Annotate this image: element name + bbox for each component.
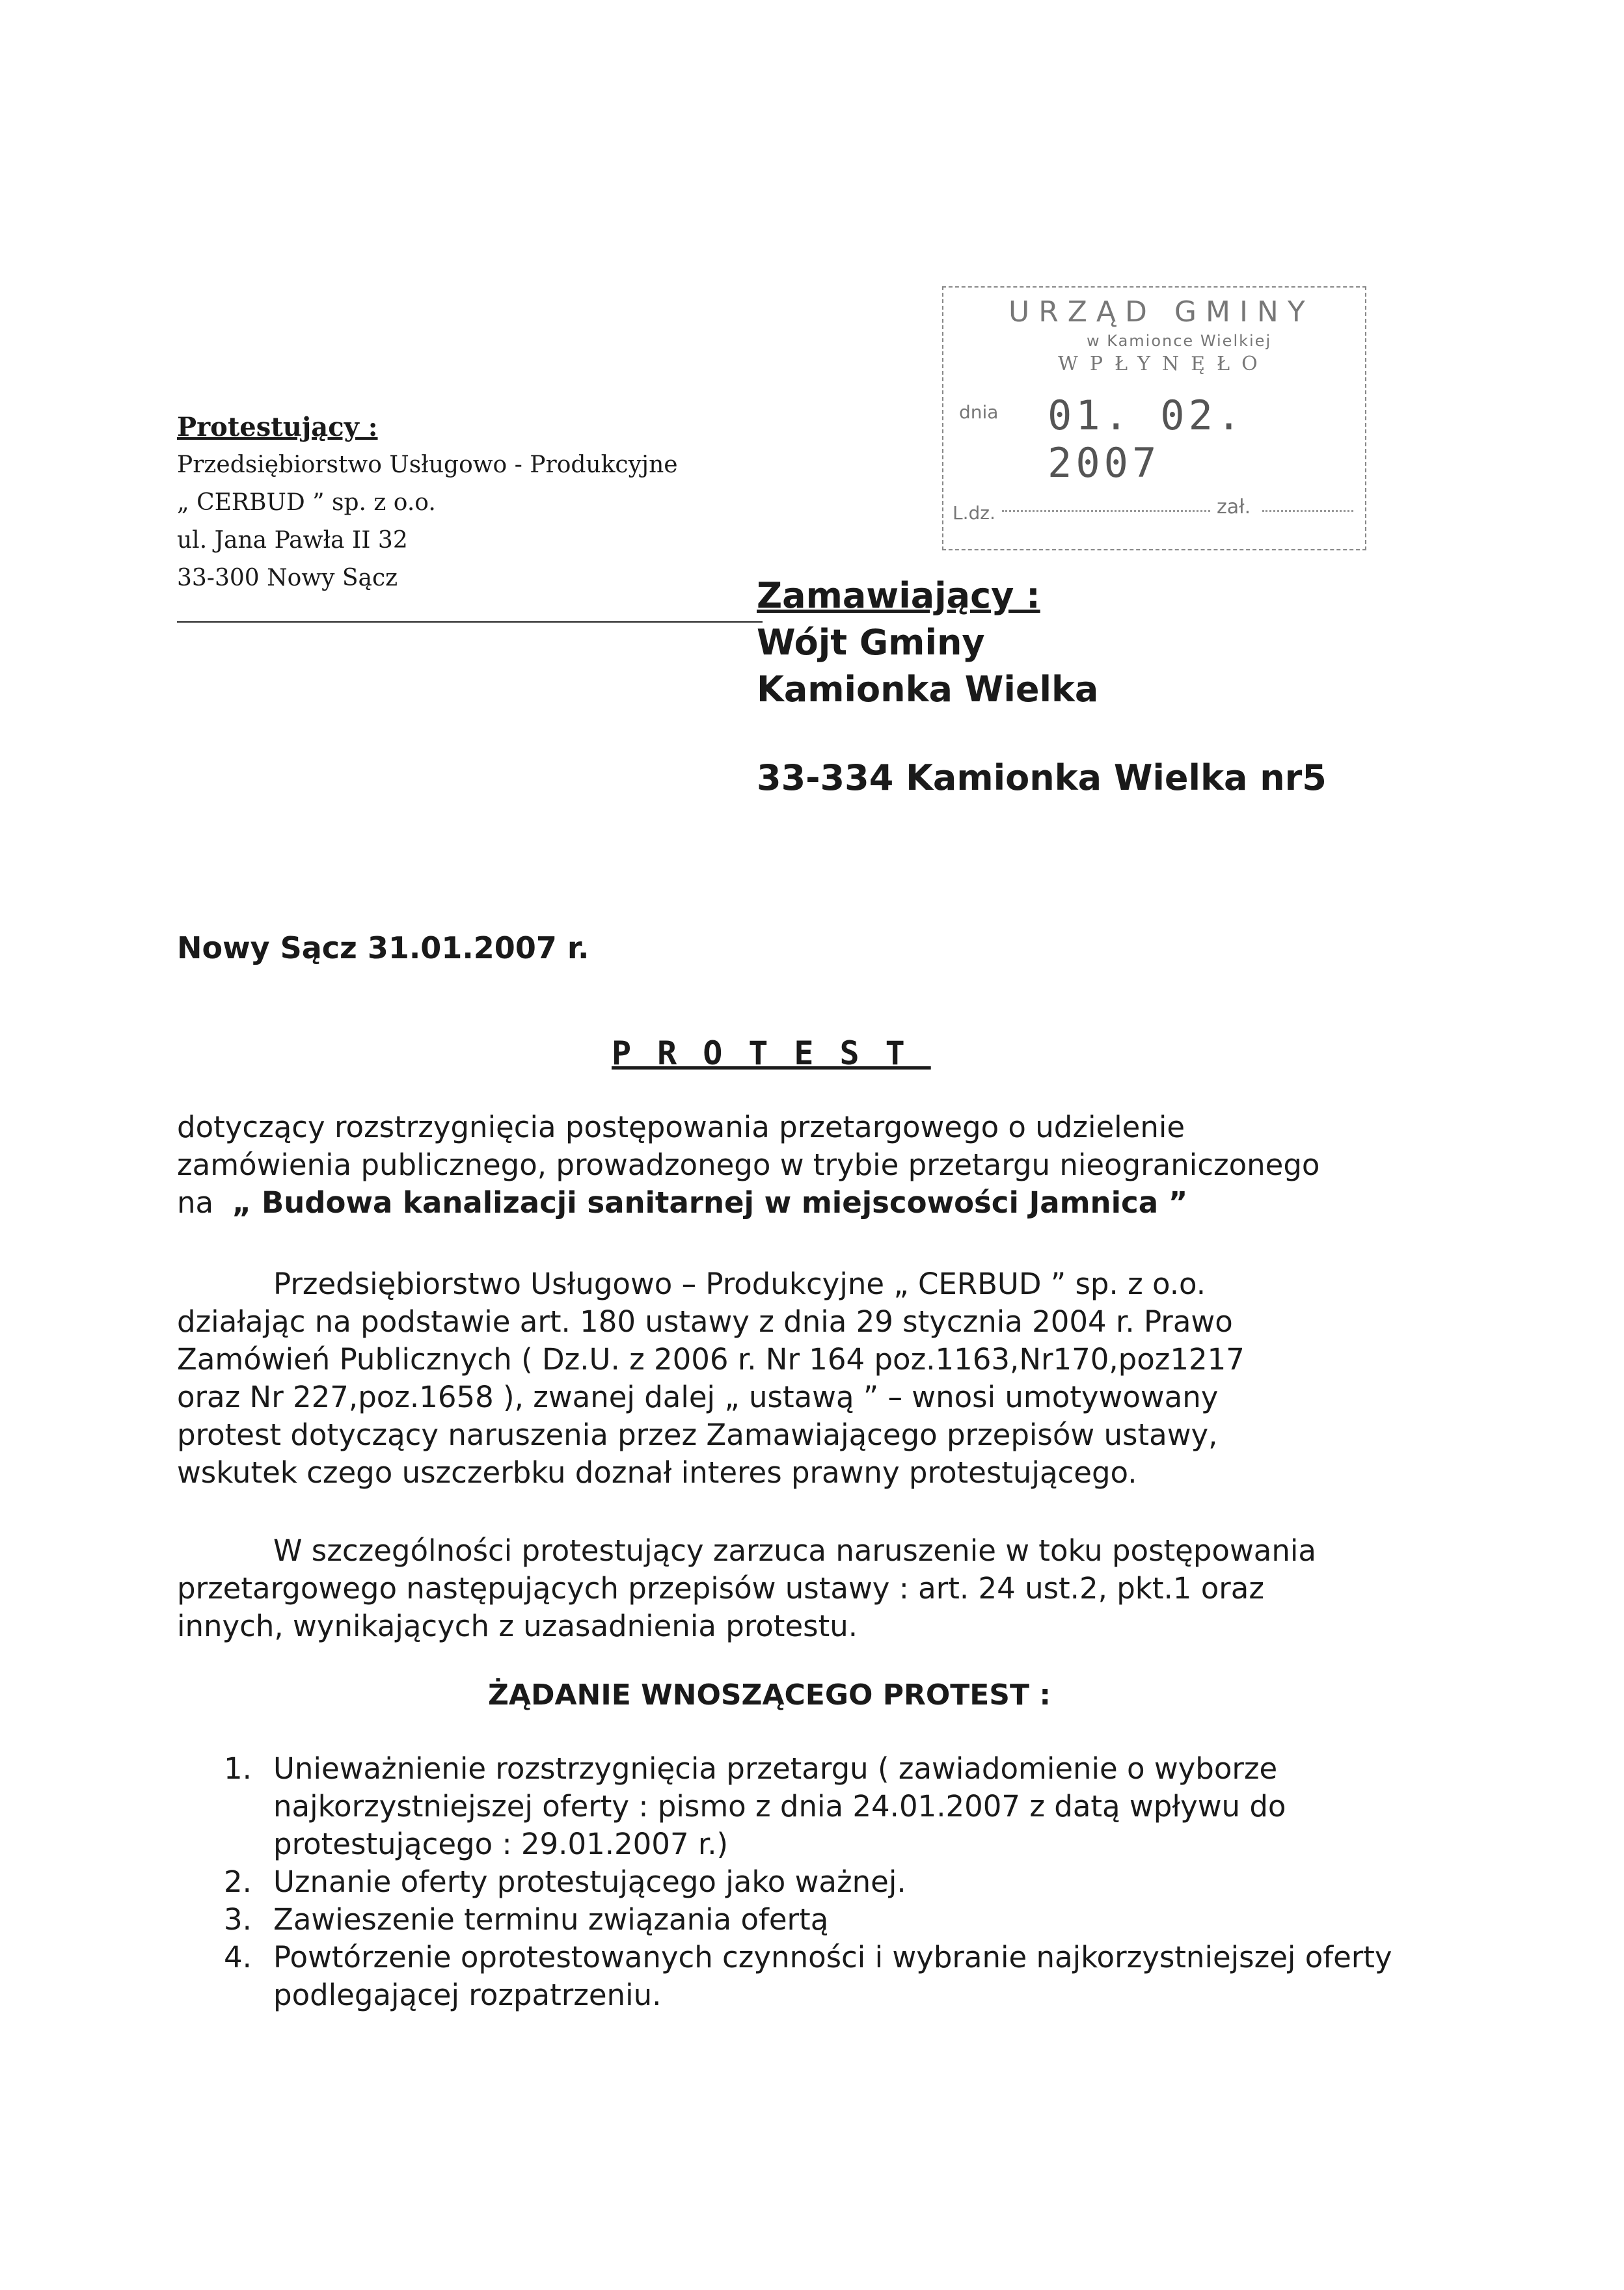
list-item-text: Zawieszenie terminu związania ofertą [273, 1902, 829, 1937]
recipient-name: Kamionka Wielka [757, 669, 1099, 710]
list-item-text: Powtórzenie oprotestowanych czynności i wybranie najkorzystniejszej oferty podlegającej rozpatrzeniu. [273, 1940, 1392, 2012]
list-item-text: Uznanie oferty protestującego jako ważnej. [273, 1865, 906, 1899]
recipient-address: 33-334 Kamionka Wielka nr5 [757, 757, 1327, 798]
sender-line: ul. Jana Pawła II 32 [177, 527, 408, 554]
sender-line: Przedsiębiorstwo Usługowo - Produkcyjne [177, 451, 678, 478]
paragraph-line: oraz Nr 227,poz.1658 ), zwanej dalej „ ustawą ” – wnosi umotywowany [177, 1380, 1219, 1414]
paragraph-line: działając na podstawie art. 180 ustawy z dnia 29 stycznia 2004 r. Prawo [177, 1304, 1233, 1339]
demands-heading: ŻĄDANIE WNOSZĄCEGO PROTEST : [488, 1678, 1051, 1712]
paragraph-2 [177, 1532, 1478, 1645]
list-item [224, 1939, 1447, 2014]
intro-line: dotyczący rozstrzygnięcia postępowania przetargowego o udzielenie [177, 1110, 1185, 1144]
intro-paragraph [177, 1109, 1478, 1222]
list-item-number: 3. [224, 1902, 252, 1937]
paragraph-line: protest dotyczący naruszenia przez Zamawiającego przepisów ustawy, [177, 1418, 1218, 1452]
list-item [224, 1863, 1447, 1901]
intro-prefix: na [177, 1185, 214, 1220]
recipient-block [757, 572, 1327, 801]
list-item [224, 1750, 1447, 1863]
intro-line: zamówienia publicznego, prowadzonego w trybie przetargu nieograniczonego [177, 1148, 1320, 1182]
stamp-attach-dots [1262, 510, 1353, 512]
stamp-attach-label: zał. [1217, 496, 1251, 519]
list-item-text: Unieważnienie rozstrzygnięcia przetargu ( zawiadomienie o wyborze najkorzystniejszej oferty : pismo z dnia 24.01.2007 z datą wpływu do protestującego : 29.01.2007 r.) [273, 1751, 1286, 1861]
recipient-label: Zamawiający : [757, 575, 1040, 616]
stamp-ref-dots [1002, 510, 1210, 512]
sender-label: Protestujący : [177, 412, 378, 442]
list-item-number: 4. [224, 1940, 252, 1974]
place-date: Nowy Sącz 31.01.2007 r. [177, 930, 589, 965]
list-item-number: 1. [224, 1751, 252, 1786]
stamp-received: WPŁYNĘŁO [1058, 353, 1269, 375]
received-stamp [942, 286, 1366, 550]
sender-line: „ CERBUD ” sp. z o.o. [177, 489, 436, 516]
intro-subject-line [177, 1184, 1478, 1222]
stamp-date-label: dnia [959, 401, 999, 423]
paragraph-line: Zamówień Publicznych ( Dz.U. z 2006 r. Nr 164 poz.1163,Nr170,poz1217 [177, 1342, 1245, 1377]
recipient-name: Wójt Gminy [757, 622, 985, 663]
stamp-ref-label: L.dz. [953, 502, 995, 524]
paragraph-line: wskutek czego uszczerbku doznał interes prawny protestującego. [177, 1455, 1137, 1490]
paragraph-line: przetargowego następujących przepisów ustawy : art. 24 ust.2, pkt.1 oraz [177, 1571, 1264, 1606]
list-item [224, 1901, 1447, 1939]
intro-subject: „ Budowa kanalizacji sanitarnej w miejscowości Jamnica ” [232, 1185, 1188, 1220]
separator-line [177, 621, 763, 623]
stamp-location: w Kamionce Wielkiej [1087, 332, 1272, 350]
paragraph-line: W szczególności protestujący zarzuca naruszenie w toku postępowania [273, 1533, 1316, 1568]
paragraph-line: Przedsiębiorstwo Usługowo – Produkcyjne „ CERBUD ” sp. z o.o. [273, 1267, 1206, 1301]
document-title: PROTEST [612, 1034, 931, 1072]
stamp-date-value: 01. 02. 2007 [1048, 392, 1245, 487]
list-item-number: 2. [224, 1865, 252, 1899]
sender-line: 33-300 Nowy Sącz [177, 565, 398, 591]
stamp-office: URZĄD GMINY [1008, 295, 1314, 329]
demands-list [224, 1750, 1447, 2014]
paragraph-line: innych, wynikających z uzasadnienia protestu. [177, 1609, 858, 1643]
sender-block [177, 409, 678, 597]
paragraph-1 [177, 1265, 1478, 1492]
